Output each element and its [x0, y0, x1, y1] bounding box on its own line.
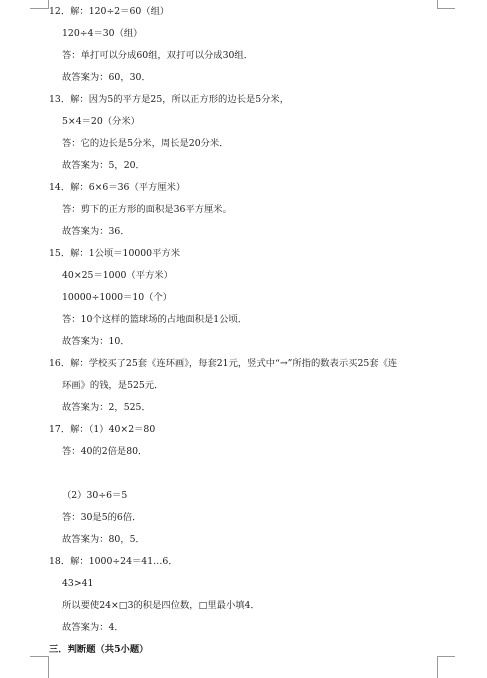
q15-header: 15．解：1公顷＝10000平方米 [49, 248, 180, 259]
q15-result: 故答案为：10． [62, 336, 130, 347]
section-heading: 三．判断题（共5小题） [49, 644, 149, 655]
q17-result: 故答案为：80，5． [62, 534, 145, 545]
q17-part-2: （2）30÷6＝5 [62, 490, 128, 501]
q18-compare: 43>41 [62, 578, 94, 589]
q13-result: 故答案为：5，20． [62, 160, 145, 171]
q13-calc: 5×4＝20（分米） [62, 116, 140, 127]
q18-header: 18．解：1000÷24＝41…6． [49, 556, 178, 567]
q18-explanation: 所以要使24×□3的积是四位数，□里最小填4． [62, 600, 260, 611]
q12-result: 故答案为：60，30． [62, 72, 151, 83]
crop-mark-top-left-h [30, 8, 48, 9]
q13-answer: 答：它的边长是5分米，周长是20分米． [62, 138, 229, 149]
q12-calc: 120÷4＝30（组） [62, 28, 143, 39]
q17-header: 17．解：（1）40×2＝80 [49, 424, 156, 435]
q14-result: 故答案为：36． [62, 226, 130, 237]
q17-answer-1: 答：40的2倍是80． [62, 446, 148, 457]
q13-header: 13．解：因为5的平方是25，所以正方形的边长是5分米， [49, 94, 290, 105]
q15-calc-1: 40×25＝1000（平方米） [62, 270, 173, 281]
q16-header-cont: 环画》的钱，是525元． [62, 380, 164, 391]
q12-header: 12．解：120÷2＝60（组） [49, 6, 170, 17]
crop-mark-top-right-v [437, 0, 438, 9]
crop-mark-bottom-right-v [437, 656, 438, 678]
q15-answer: 答：10个这样的篮球场的占地面积是1公顷． [62, 314, 248, 325]
crop-mark-bottom-left-h [30, 656, 48, 657]
crop-mark-top-right-h [437, 8, 455, 9]
q14-answer: 答：剪下的正方形的面积是36平方厘米。 [62, 204, 232, 215]
q12-answer: 答：单打可以分成60组，双打可以分成30组． [62, 50, 254, 61]
q18-result: 故答案为：4． [62, 622, 124, 633]
q16-result: 故答案为：2，525． [62, 402, 151, 413]
q15-calc-2: 10000÷1000＝10（个） [62, 292, 173, 303]
crop-mark-bottom-right-h [437, 656, 455, 657]
crop-mark-bottom-left-v [48, 656, 49, 678]
q16-header: 16．解：学校买了25套《连环画》，每套21元，竖式中“→”所指的数表示买25套《连 [49, 358, 398, 369]
q17-answer-2: 答：30是5的6倍． [62, 512, 142, 523]
q14-header: 14．解：6×6＝36（平方厘米） [49, 182, 186, 193]
